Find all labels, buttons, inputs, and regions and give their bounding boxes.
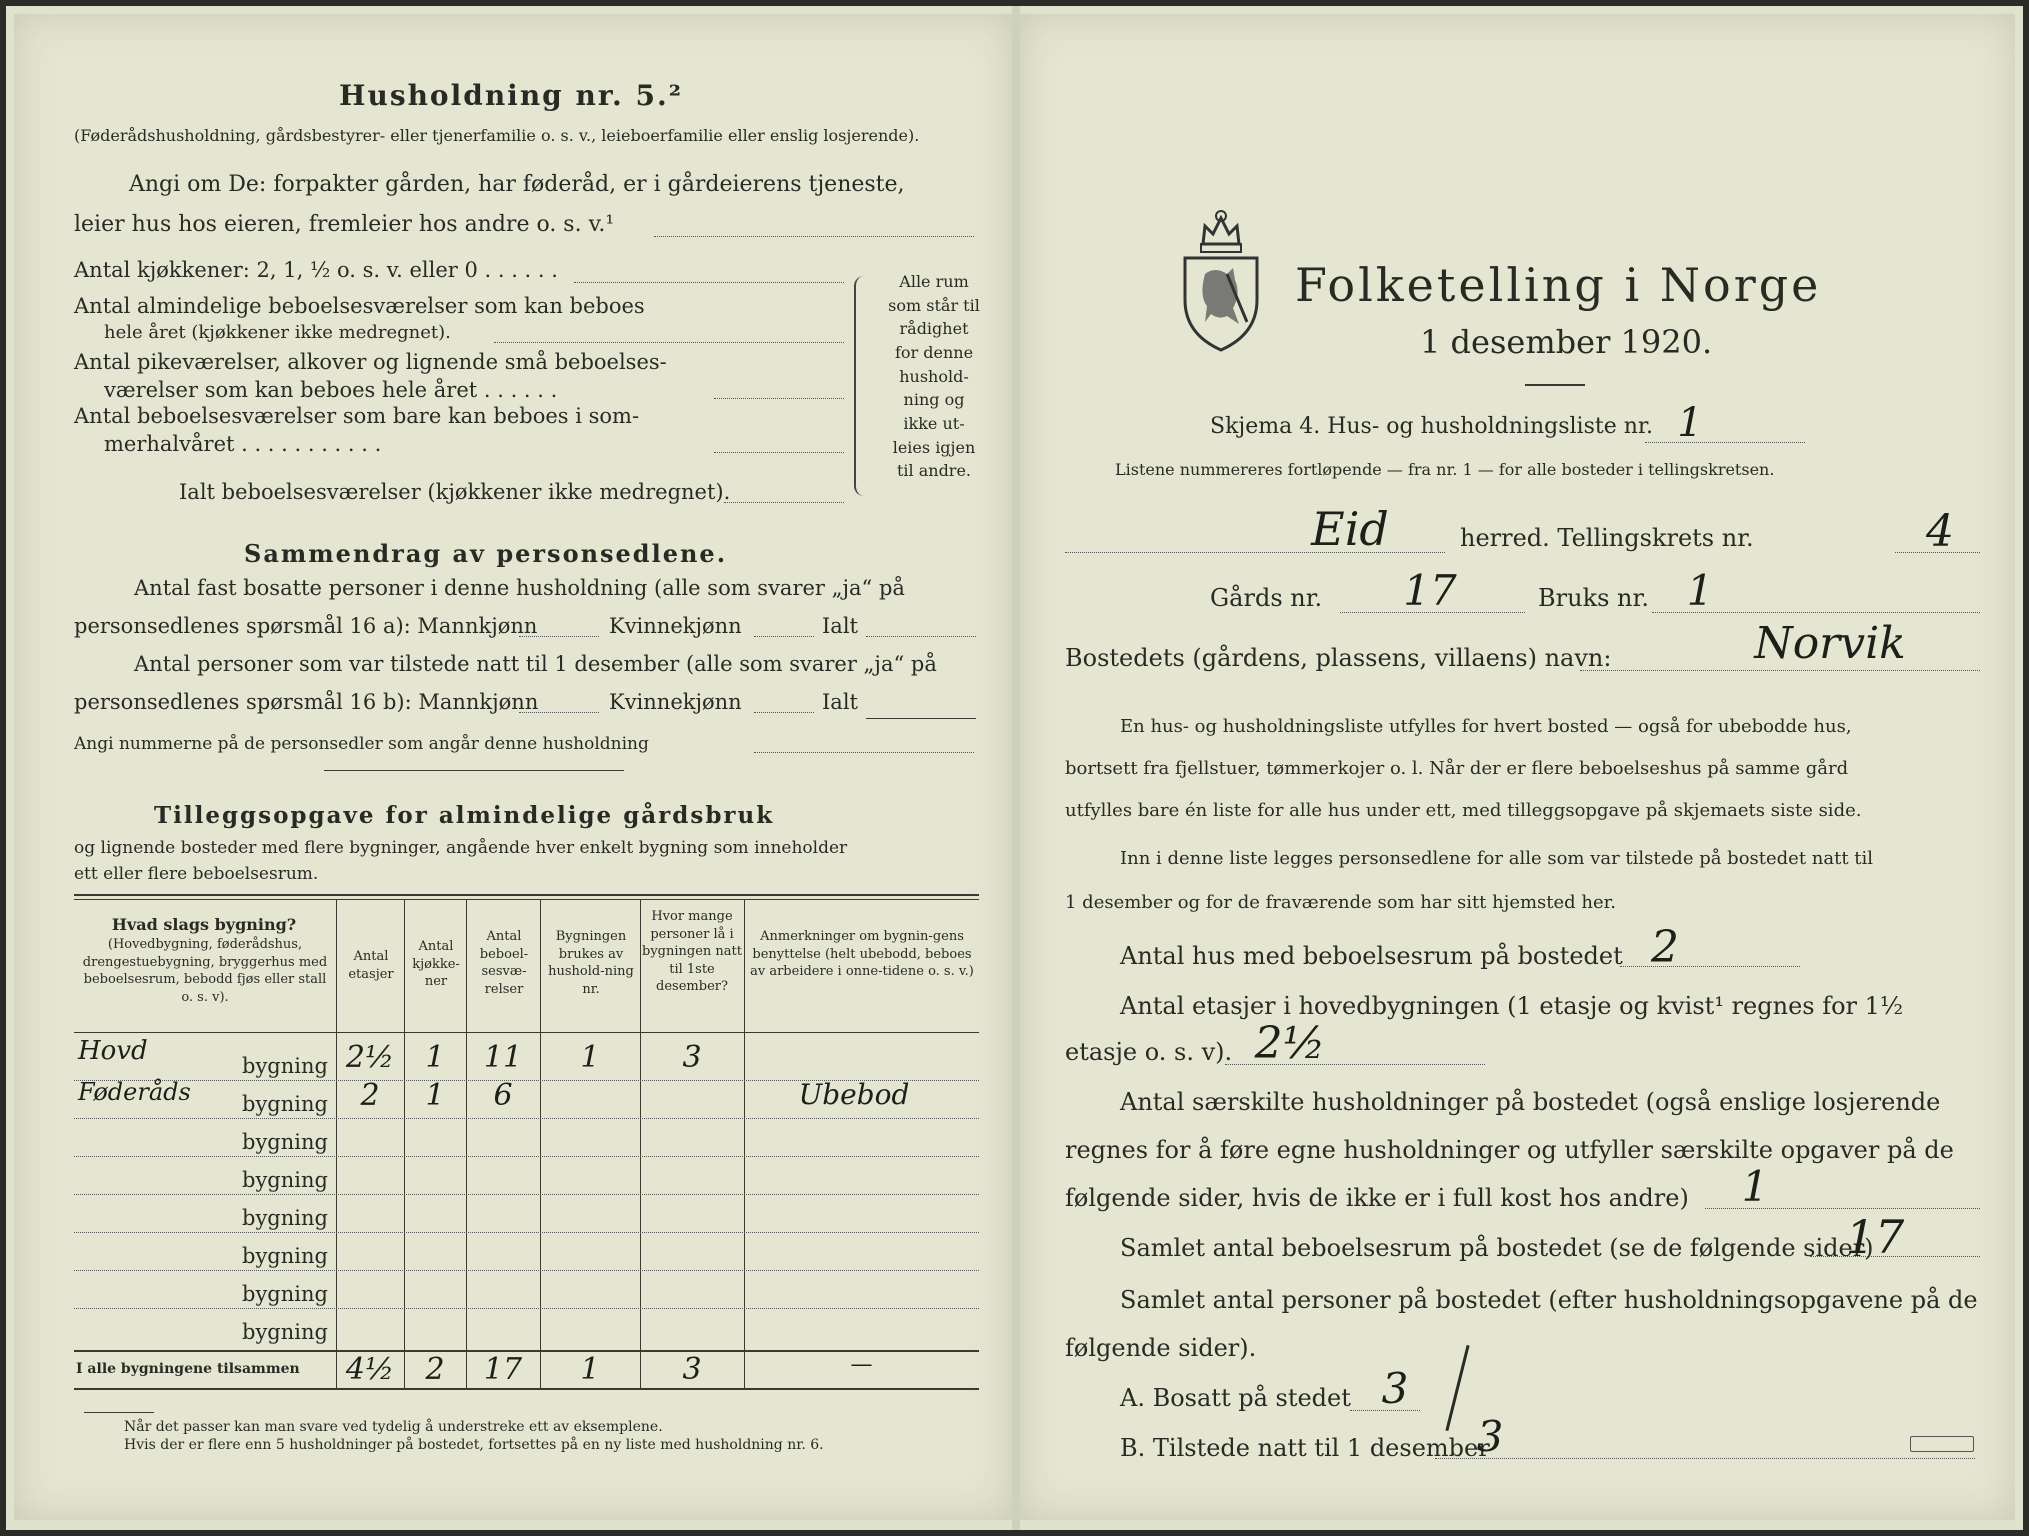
- census-sheet: [6, 6, 2023, 1530]
- summary-fast-1: Antal fast bosatte personer i denne husholdning (alle som svarer „ja“ på: [134, 576, 905, 600]
- rooms-maid-2: værelser som kan beboes hele året . . . . . .: [104, 378, 558, 402]
- rum-label: Samlet antal beboelsesrum på bostedet (se de følgende sider): [1120, 1234, 1874, 1262]
- row-floors[interactable]: 2: [360, 1078, 380, 1113]
- footnote-2: Hvis der er flere enn 5 husholdninger på bostedet, fortsettes på en ny liste med husholdning nr. 6.: [124, 1437, 824, 1453]
- census-title: Folketelling i Norge: [1295, 258, 1822, 312]
- col-head-persons: Hvor mange personer lå i bygningen natt til 1ste desember?: [642, 909, 742, 995]
- page-gutter: [1012, 6, 1020, 1530]
- hush-text-2: regnes for å føre egne husholdninger og utfyller særskilte opgaver på de: [1065, 1136, 1954, 1164]
- row-building-label: bygning: [242, 1320, 328, 1344]
- info-para1-2: bortsett fra fjellstuer, tømmerkojer o. l. Når der er flere beboelseshus på samme gård: [1065, 758, 1849, 779]
- col-head-type-title: Hvad slags bygning?: [111, 915, 297, 934]
- info-para1-3: utfylles bare én liste for alle hus under ett, med tilleggsopgave på skjemaets siste side.: [1065, 800, 1862, 821]
- bosatt-value[interactable]: 3: [1381, 1364, 1409, 1413]
- rooms-kitchens: Antal kjøkkener: 2, 1, ½ o. s. v. eller 0 . . . . . .: [74, 258, 558, 282]
- col-head-remarks: Anmerkninger om bygnin-gens benyttelse (helt ubebodd, beboes av arbeidere i onne-tidene o. s. v.): [750, 929, 974, 980]
- row-building-label: bygning: [242, 1206, 328, 1230]
- total-row-label: I alle bygningene tilsammen: [76, 1361, 300, 1377]
- col-head-floors: Antal etasjer: [348, 949, 394, 982]
- info-para1-1: En hus- og husholdningsliste utfylles for hvert bosted — også for ubebodde hus,: [1120, 716, 1852, 737]
- total-rooms[interactable]: 17: [483, 1352, 523, 1387]
- col-head-type-sub: (Hovedbygning, føderådshus, drengestuebygning, bryggerhus med beboelsesrum, bebodd fjøs eller stall o. s. v).: [82, 937, 328, 1005]
- total-floors[interactable]: 4½: [345, 1352, 395, 1387]
- household-subtitle: (Føderådshusholdning, gårdsbestyrer- eller tjenerfamilie o. s. v., leieboerfamilie eller enslig losjerende).: [74, 126, 920, 145]
- present-male-line[interactable]: [519, 712, 599, 713]
- summary-present-1: Antal personer som var tilstede natt til 1 desember (alle som svarer „ja“ på: [134, 652, 937, 676]
- total-answer-line[interactable]: [724, 502, 844, 503]
- numbers-answer-line[interactable]: [754, 752, 974, 753]
- col-head-used-by: Bygningen brukes av hushold-ning nr.: [548, 929, 634, 997]
- col-head-rooms: Antal beboel-sesvæ-relser: [479, 929, 529, 997]
- present-female-line[interactable]: [754, 712, 814, 713]
- kitchens-answer-line[interactable]: [574, 282, 844, 283]
- addendum-text-1: og lignende bosteder med flere bygninger, angående hver enkelt bygning som inneholder: [74, 838, 848, 858]
- row-building-label: bygning: [242, 1168, 328, 1192]
- summary-numbers: Angi nummerne på de personsedler som angår denne husholdning: [74, 734, 649, 754]
- row-building-label: bygning: [242, 1130, 328, 1154]
- title-rule: [1525, 384, 1585, 386]
- row-name[interactable]: Føderåds: [78, 1078, 191, 1106]
- hus-label: Antal hus med beboelsesrum på bostedet: [1120, 942, 1623, 970]
- census-date: 1 desember 1920.: [1420, 323, 1713, 361]
- addendum-title: Tilleggsopgave for almindelige gårdsbruk: [154, 802, 775, 829]
- bruks-label: Bruks nr.: [1538, 584, 1649, 612]
- rooms-ordinary-1: Antal almindelige beboelsesværelser som kan beboes: [74, 294, 645, 318]
- pers-text-2: følgende sider).: [1065, 1334, 1257, 1362]
- row-floors[interactable]: 2½: [345, 1040, 395, 1075]
- hush-text-3: følgende sider, hvis de ikke er i full kost hos andre): [1065, 1184, 1689, 1212]
- row-rooms[interactable]: 11: [483, 1040, 523, 1075]
- table-top-rule: [74, 894, 979, 896]
- row-kitchens[interactable]: 1: [425, 1040, 445, 1075]
- total-remark[interactable]: —: [850, 1352, 873, 1377]
- left-page: [14, 14, 1012, 1520]
- rooms-summer-1: Antal beboelsesværelser som bare kan beboes i som-: [74, 404, 640, 428]
- present-total-line[interactable]: [866, 718, 976, 719]
- schema-label: Skjema 4. Hus- og husholdningsliste nr.: [1210, 414, 1653, 439]
- rum-value[interactable]: 17: [1845, 1210, 1905, 1264]
- info-para2-1: Inn i denne liste legges personsedlene for alle som var tilstede på bostedet natt til: [1120, 848, 1874, 869]
- rooms-maid-1: Antal pikeværelser, alkover og lignende små beboelses-: [74, 350, 667, 374]
- rooms-brace: [854, 276, 868, 496]
- row-building-label: bygning: [242, 1092, 328, 1116]
- maid-answer-line[interactable]: [714, 398, 844, 399]
- footnote-rule: [84, 1412, 154, 1413]
- bosted-label: Bostedets (gårdens, plassens, villaens) navn:: [1065, 644, 1612, 672]
- row-building-label: bygning: [242, 1054, 328, 1078]
- etasjer-value[interactable]: 2½: [1254, 1018, 1326, 1069]
- summary-present-2: personsedlenes spørsmål 16 b): Mannkjønn: [74, 690, 539, 714]
- herred-label: herred. Tellingskrets nr.: [1460, 524, 1754, 552]
- hus-value[interactable]: 2: [1651, 922, 1679, 973]
- info-para2-2: 1 desember og for de fraværende som har sitt hjemsted her.: [1065, 892, 1616, 913]
- row-remark[interactable]: Ubebod: [798, 1078, 910, 1111]
- row-persons[interactable]: 3: [682, 1040, 702, 1075]
- bosted-value[interactable]: Norvik: [1754, 618, 1906, 669]
- krets-value[interactable]: 4: [1926, 506, 1954, 557]
- etasjer-text-1: Antal etasjer i hovedbygningen (1 etasje og kvist¹ regnes for 1½: [1120, 992, 1904, 1020]
- total-kitchens[interactable]: 2: [425, 1352, 445, 1387]
- intro-answer-line[interactable]: [654, 236, 974, 237]
- rooms-ordinary-2: hele året (kjøkkener ikke medregnet).: [104, 322, 451, 343]
- table-bottom-rule: [74, 1388, 979, 1390]
- bruks-value[interactable]: 1: [1686, 566, 1714, 615]
- section-divider: [324, 770, 624, 771]
- summary-present-total: Ialt: [822, 690, 858, 714]
- table-head-rule: [74, 1032, 979, 1033]
- gards-label: Gårds nr.: [1210, 584, 1323, 612]
- right-page: [1020, 14, 2015, 1520]
- row-rooms[interactable]: 6: [493, 1078, 513, 1113]
- summer-answer-line[interactable]: [714, 452, 844, 453]
- coat-of-arms-icon: [1175, 204, 1267, 352]
- hush-text-1: Antal særskilte husholdninger på bostedet (også enslige losjerende: [1120, 1088, 1941, 1116]
- row-household[interactable]: 1: [580, 1040, 600, 1075]
- hush-value[interactable]: 1: [1741, 1162, 1769, 1211]
- bosatt-label: A. Bosatt på stedet: [1120, 1384, 1351, 1412]
- fast-female-line[interactable]: [754, 636, 814, 637]
- gards-value[interactable]: 17: [1403, 566, 1457, 615]
- addendum-text-2: ett eller flere beboelsesrum.: [74, 864, 319, 884]
- tilstede-label: B. Tilstede natt til 1 desember: [1120, 1434, 1490, 1462]
- row-name[interactable]: Hovd: [78, 1036, 148, 1066]
- summary-fast-2: personsedlenes spørsmål 16 a): Mannkjønn: [74, 614, 538, 638]
- footnote-1: Når det passer kan man svare ved tydelig å understreke ett av eksemplene.: [124, 1419, 663, 1435]
- household-intro-1: Angi om De: forpakter gården, har føderåd, er i gårdeierens tjeneste,: [129, 172, 905, 197]
- household-title: Husholdning nr. 5.²: [339, 79, 684, 112]
- col-head-kitchens: Antal kjøkke-ner: [412, 939, 460, 990]
- total-persons[interactable]: 3: [682, 1352, 702, 1387]
- rooms-summer-2: merhalvåret . . . . . . . . . . .: [104, 432, 382, 456]
- summary-fast-female: Kvinnekjønn: [609, 614, 742, 638]
- rooms-total: Ialt beboelsesværelser (kjøkkener ikke medregnet).: [179, 480, 731, 504]
- summary-title: Sammendrag av personsedlene.: [244, 539, 728, 568]
- schema-value[interactable]: 1: [1677, 400, 1703, 446]
- row-building-label: bygning: [242, 1282, 328, 1306]
- pers-text-1: Samlet antal personer på bostedet (efter husholdningsopgavene på de: [1120, 1286, 1978, 1314]
- fast-male-line[interactable]: [519, 636, 599, 637]
- total-household[interactable]: 1: [580, 1352, 600, 1387]
- summary-present-female: Kvinnekjønn: [609, 690, 742, 714]
- row-building-label: bygning: [242, 1244, 328, 1268]
- ordinary-answer-line[interactable]: [494, 342, 844, 343]
- rooms-side-note: Alle rum som står til rådighet for denne hushold- ning og ikke ut- leies igjen til andre.: [888, 272, 980, 481]
- tilstede-value[interactable]: 3: [1476, 1412, 1504, 1461]
- schema-note: Listene nummereres fortløpende — fra nr. 1 — for alle bosteder i tellingskretsen.: [1115, 460, 1775, 479]
- printer-stamp-icon: [1910, 1436, 1974, 1452]
- row-kitchens[interactable]: 1: [425, 1078, 445, 1113]
- summary-fast-total: Ialt: [822, 614, 858, 638]
- household-intro-2: leier hus hos eieren, fremleier hos andre o. s. v.¹: [74, 212, 615, 237]
- etasjer-text-2: etasje o. s. v).: [1065, 1038, 1233, 1066]
- herred-value[interactable]: Eid: [1311, 502, 1389, 556]
- fast-total-line[interactable]: [866, 636, 976, 637]
